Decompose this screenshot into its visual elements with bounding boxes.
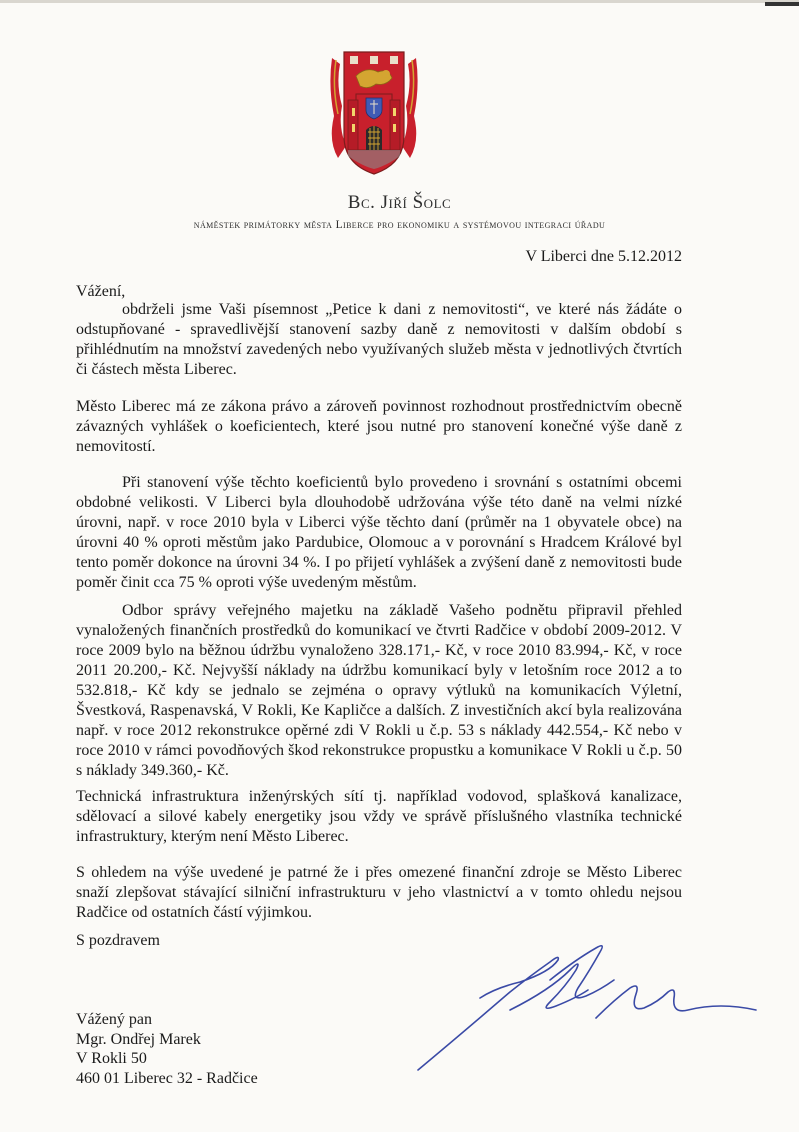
sender-title: náměstek primátorky města Liberce pro ekonomiku a systémovou integraci úřadu xyxy=(193,219,606,231)
scan-corner-mark xyxy=(765,2,799,6)
paragraph-legal-basis: Město Liberec má ze zákona právo a zároveň povinnost rozhodnout prostřednictvím obecně závazných vyhlášek o koeficientech, které jsou nutné pro stanovení konečné výše daně z nemovitostí. xyxy=(76,398,682,455)
recipient-street: V Rokli 50 xyxy=(76,1050,147,1067)
paragraph-petition: obdrželi jsme Vaši písemnost „Petice k dani z nemovitosti“, ve které nás žádáte o odstupňované - spravedlivější stanovení sazby daně z nemovitosti v dalším období s přihlédnutím na množství zavedených nebo využívaných služeb města v jednotlivých čtvrtích či částech města Liberec. xyxy=(76,301,682,378)
closing-greeting: S pozdravem xyxy=(76,932,160,949)
paragraph-infrastructure: Technická infrastruktura inženýrských sítí tj. například vodovod, splašková kanalizace, sdělovací a silové kabely energetiky jsou vždy ve správě příslušného vlastníka technické infrastruktury, kterým není Město Liberec. xyxy=(76,788,682,845)
scan-top-edge xyxy=(0,0,799,3)
recipient-address xyxy=(76,1010,258,1088)
salutation: Vážení, xyxy=(76,283,126,300)
recipient-name: Mgr. Ondřej Marek xyxy=(76,1030,201,1048)
handwritten-signature xyxy=(400,940,760,1075)
recipient-salutation: Vážený pan xyxy=(76,1011,152,1028)
paragraph-road-expenses: Odbor správy veřejného majetku na základě Vašeho podnětu připravil přehled vynaložených finančních prostředků do komunikací ve čtvrti Radčice v období 2009-2012. V roce 2009 bylo na běžnou údržbu vynaloženo 328.171,- Kč, v roce 2010 83.994,- Kč, v roce 2011 20.200,- Kč. Nejvyšší náklady na údržbu komunikací byly v letošním roce 2012 a to 532.818,- Kč kdy se jednalo se zejména o opravy výtluků na komunikacích Výletní, Švestková, Raspenavská, V Rokli, Ke Kapličce a dalších. Z investičních akcí byla realizována např. v roce 2012 rekonstrukce opěrné zdi V Rokli u č.p. 53 s náklady 442.554,- Kč nebo v roce 2010 v rámci povodňových škod rekonstrukce propustku a komunikace V Rokli u č.p. 50 s náklady 349.360,- Kč. xyxy=(76,602,682,779)
sender-name: Bc. Jiří Šolc xyxy=(347,192,452,213)
paragraph-tax-comparison: Při stanovení výše těchto koeficientů bylo provedeno i srovnání s ostatními obcemi obdobné velikosti. V Liberci byla dlouhodobě udržována výše této daně na velmi nízké úrovni, např. v roce 2010 byla v Liberci výše těchto daní (průměr na 1 obyvatele obce) na úrovni 40 % oproti městům jako Pardubice, Olomouc a v porovnání s Hradcem Králové byl tento poměr dokonce na úrovni 34 %. I po přijetí vyhlášek a zvýšení daně z nemovitosti bude poměr činit cca 75 % oproti výše uvedeným městům. xyxy=(76,474,682,591)
paragraph-conclusion: S ohledem na výše uvedené je patrné že i přes omezené finanční zdroje se Město Liberec snaží zlepšovat stávající silniční infrastrukturu v jeho vlastnictví a v tomto ohledu nejsou Radčice od ostatních částí výjimkou. xyxy=(76,864,682,921)
letter-date: V Liberci dne 5.12.2012 xyxy=(525,248,682,265)
recipient-city: 460 01 Liberec 32 - Radčice xyxy=(76,1069,258,1087)
liberec-coat-of-arms-emblem xyxy=(326,46,422,178)
